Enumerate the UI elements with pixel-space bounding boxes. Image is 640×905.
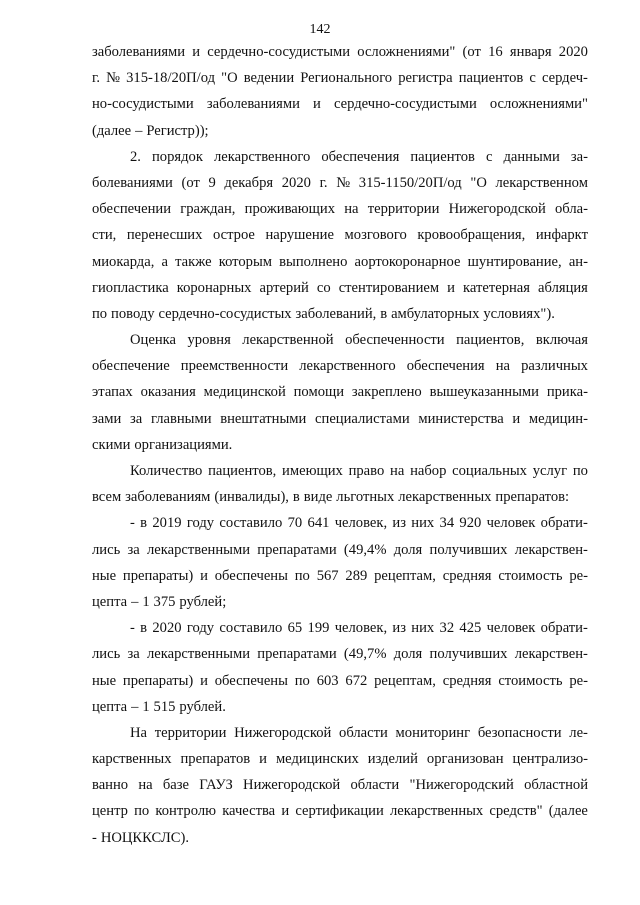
word: аортокоронарное	[354, 253, 461, 270]
word: миокарда,	[92, 253, 155, 270]
word: организован	[426, 751, 504, 768]
word: рецептам,	[374, 672, 436, 689]
word: гиопластика	[92, 279, 169, 296]
text-line	[92, 720, 588, 746]
word: ле-	[569, 724, 588, 741]
word: человек	[486, 515, 536, 532]
word: них	[411, 515, 435, 532]
word: сертификации	[295, 803, 384, 820]
text-line	[92, 772, 588, 798]
word: средняя	[442, 567, 492, 584]
word: пациентов	[458, 70, 524, 87]
word: препаратов	[180, 751, 251, 768]
word: (от	[462, 44, 481, 60]
word: с	[529, 70, 536, 87]
word: -	[130, 620, 135, 637]
text-line	[92, 641, 588, 667]
word: лекарственном	[495, 174, 588, 191]
word: 2020	[152, 620, 182, 637]
word: стентированием	[338, 279, 440, 296]
word: и	[512, 410, 521, 427]
word: также	[175, 253, 212, 270]
text-line	[92, 39, 588, 65]
word: ные	[92, 567, 117, 584]
word: артерий	[259, 279, 309, 296]
word: в	[380, 305, 388, 322]
word: человек	[486, 620, 536, 637]
text-line	[92, 249, 588, 275]
word: 9	[208, 174, 216, 191]
word: оказания	[140, 384, 196, 401]
word: Количество	[130, 463, 203, 479]
text-line	[92, 301, 588, 327]
word: получивших	[429, 541, 508, 558]
word: и	[200, 672, 208, 689]
word: имеющих	[282, 463, 343, 479]
word: 603	[316, 672, 339, 689]
word: специалистами	[315, 410, 410, 427]
word: сердечно-сосудистых	[158, 305, 292, 322]
text-line	[92, 327, 588, 353]
word: на	[390, 463, 405, 479]
text-line	[92, 65, 588, 91]
word: №	[106, 70, 121, 87]
word: по	[572, 463, 588, 479]
word: –	[131, 698, 139, 715]
word: осложнениями"	[489, 96, 588, 113]
word: на	[495, 358, 510, 375]
word: на	[138, 777, 153, 794]
word: 567	[316, 567, 339, 584]
word: территории	[154, 724, 227, 741]
word: помощи	[293, 384, 345, 401]
word: лекарствен-	[514, 646, 588, 663]
word: 32	[439, 620, 455, 637]
word: -	[130, 515, 135, 532]
word: этапах	[92, 384, 133, 401]
word: льготных	[336, 489, 395, 506]
word: (далее	[548, 803, 588, 820]
word: 2020	[281, 174, 311, 191]
word: по	[294, 567, 310, 584]
text-line	[92, 798, 588, 824]
word: 34	[439, 515, 455, 532]
word: изделий	[367, 751, 418, 768]
word: цепта	[92, 698, 128, 715]
word: в	[292, 489, 300, 506]
word: и	[200, 567, 208, 584]
word: 16	[488, 44, 503, 60]
word: 2.	[130, 148, 141, 165]
word: вышеуказанными	[429, 384, 539, 401]
text-line	[92, 353, 588, 379]
word: и	[281, 803, 290, 820]
word: 315-1150/20П/од	[358, 174, 462, 191]
word: ГАУЗ	[199, 777, 233, 794]
word: инфаркт	[535, 227, 588, 244]
word: лекарственными	[147, 541, 251, 558]
word: января	[509, 44, 552, 60]
word: за	[130, 410, 143, 427]
word: обеспечения	[321, 148, 400, 165]
word: сти,	[92, 227, 117, 244]
word: 641	[307, 515, 330, 532]
word: а	[161, 253, 168, 270]
text-line	[92, 432, 588, 458]
word: рецептам,	[374, 567, 436, 584]
word: (далее	[92, 122, 132, 139]
word: декабря	[224, 174, 274, 191]
word: (инвалиды),	[214, 489, 289, 506]
word: уровня	[187, 332, 231, 349]
word: коронарных	[176, 279, 252, 296]
word: министерства	[418, 410, 504, 427]
word: "Нижегородский	[409, 777, 514, 794]
word: г.	[92, 70, 100, 87]
page-number: 142	[309, 22, 331, 37]
word: обеспечения	[406, 358, 485, 375]
word: 199	[307, 620, 330, 637]
word: (49,4%	[343, 541, 387, 558]
word: острое	[212, 227, 255, 244]
word: в	[140, 515, 148, 532]
word: цепта	[92, 593, 128, 610]
text-line	[92, 746, 588, 772]
word: препараты)	[122, 672, 194, 689]
word: 920	[459, 515, 482, 532]
word: со	[316, 279, 331, 296]
word: ванно	[92, 777, 129, 794]
word: закреплено	[351, 384, 422, 401]
word: 1	[142, 698, 150, 715]
word: средняя	[442, 672, 492, 689]
word: –	[135, 122, 143, 139]
word: болеваниями	[92, 174, 173, 191]
text-line	[92, 379, 588, 405]
word: осложнениями"	[357, 44, 456, 60]
word: человек,	[334, 515, 388, 532]
word: виде	[303, 489, 333, 506]
word: лекарственного	[213, 148, 311, 165]
word: карственных	[92, 751, 172, 768]
word: ан-	[568, 253, 588, 270]
word: абляция	[538, 279, 588, 296]
word: стоимость	[498, 672, 563, 689]
word: и	[313, 96, 321, 113]
text-line	[92, 694, 588, 720]
word: включая	[535, 332, 588, 349]
word: 515	[153, 698, 176, 715]
word: всем	[92, 489, 122, 506]
word: Регистр));	[146, 122, 209, 139]
word: медицинских	[275, 751, 359, 768]
text-line	[92, 275, 588, 301]
word: составило	[219, 620, 283, 637]
word: –	[131, 593, 139, 610]
text-line	[92, 196, 588, 222]
word: центр	[92, 803, 128, 820]
word: лекарственного	[299, 358, 396, 375]
word: областной	[524, 777, 588, 794]
word: преемственности	[180, 358, 289, 375]
word: Оценка	[130, 332, 176, 349]
word: человек,	[334, 620, 388, 637]
text-line	[92, 537, 588, 563]
word: году	[186, 515, 215, 532]
word: "О	[470, 174, 487, 191]
word: заболеваниям	[125, 489, 211, 506]
word: заболеваниями	[92, 44, 186, 60]
word: обеспечение	[92, 358, 170, 375]
word: стоимость	[498, 567, 563, 584]
text-line	[92, 510, 588, 536]
word: лекарственных	[398, 489, 492, 506]
document-body	[92, 39, 588, 851]
word: (от	[181, 174, 200, 191]
word: условиях").	[483, 305, 555, 322]
word: лекарствен-	[514, 541, 588, 558]
word: кровообращения,	[417, 227, 526, 244]
word: с	[485, 148, 493, 165]
word: главными	[150, 410, 212, 427]
word: медицинской	[203, 384, 286, 401]
word: лекарственной	[242, 332, 334, 349]
word: Нижегородской	[234, 724, 332, 741]
word: НОЦККСЛС).	[100, 829, 190, 846]
word: и	[447, 279, 455, 296]
word: ре-	[569, 672, 588, 689]
word: скими	[92, 436, 131, 453]
word: Нижегородской	[448, 201, 546, 218]
word: составило	[219, 515, 283, 532]
word: 375	[153, 593, 176, 610]
word: за-	[570, 148, 588, 165]
word: году	[186, 620, 215, 637]
word: поводу	[111, 305, 155, 322]
word: Нижегородской	[243, 777, 341, 794]
word: базе	[162, 777, 190, 794]
text-line	[92, 91, 588, 117]
word: доля	[393, 646, 423, 663]
word: данными	[503, 148, 560, 165]
text-line	[92, 615, 588, 641]
word: заболеваний,	[295, 305, 377, 322]
word: которым	[218, 253, 272, 270]
word: №	[336, 174, 351, 191]
word: сердеч-	[541, 70, 588, 87]
word: (49,7%	[343, 646, 387, 663]
word: проживающих	[244, 201, 336, 218]
text-line	[92, 484, 588, 510]
word: зами	[92, 410, 122, 427]
word: 2020	[558, 44, 588, 60]
word: 70	[287, 515, 303, 532]
word: лекарственных	[389, 803, 484, 820]
text-line	[92, 563, 588, 589]
word: ные	[92, 672, 117, 689]
word: право	[348, 463, 385, 479]
text-line	[92, 458, 588, 484]
word: области	[339, 724, 388, 741]
word: социальных	[452, 463, 527, 479]
word: организациями.	[134, 436, 233, 453]
word: мониторинг	[395, 724, 471, 741]
word: рублей;	[179, 593, 227, 610]
word: контролю	[155, 803, 217, 820]
word: катетерная	[463, 279, 530, 296]
word: заболеваниями	[206, 96, 300, 113]
word: 315-18/20П/од	[126, 70, 216, 87]
text-line	[92, 118, 588, 144]
word: -	[92, 829, 97, 846]
word: по	[92, 305, 108, 322]
word: обеспечены	[214, 672, 288, 689]
word: безопасности	[477, 724, 562, 741]
text-line	[92, 222, 588, 248]
word: из	[392, 515, 406, 532]
word: лись	[92, 541, 121, 558]
text-line	[92, 825, 588, 851]
word: 425	[459, 620, 482, 637]
word: г.	[319, 174, 328, 191]
word: 65	[287, 620, 303, 637]
word: Регионального	[300, 70, 393, 87]
word: 2019	[152, 515, 182, 532]
word: внештатными	[220, 410, 307, 427]
word: области	[350, 777, 400, 794]
text-line	[92, 170, 588, 196]
text-line	[92, 589, 588, 615]
word: лись	[92, 646, 121, 663]
word: препаратов:	[495, 489, 570, 506]
word: порядок	[151, 148, 203, 165]
word: сердечно-сосудистыми	[207, 44, 351, 60]
word: амбулаторных	[391, 305, 480, 322]
word: доля	[393, 541, 423, 558]
word: выполнено	[279, 253, 348, 270]
word: обеспечены	[214, 567, 288, 584]
word: и	[259, 751, 267, 768]
word: перенесших	[126, 227, 203, 244]
word: централизо-	[512, 751, 588, 768]
word: граждан,	[180, 201, 236, 218]
word: препаратами	[257, 646, 337, 663]
word: обеспеченности	[345, 332, 445, 349]
word: качества	[222, 803, 276, 820]
word: мозгового	[344, 227, 407, 244]
word: по	[294, 672, 310, 689]
word: различных	[521, 358, 588, 375]
word: рублей.	[179, 698, 226, 715]
word: них	[411, 620, 435, 637]
word: в	[140, 620, 148, 637]
word: обрати-	[540, 620, 588, 637]
word: территории	[367, 201, 440, 218]
word: за	[127, 541, 140, 558]
word: обеспечении	[92, 201, 172, 218]
word: получивших	[429, 646, 508, 663]
word: пациентов	[410, 148, 475, 165]
word: 1	[142, 593, 150, 610]
word: пациентов,	[456, 332, 525, 349]
word: обла-	[554, 201, 588, 218]
word: обрати-	[540, 515, 588, 532]
word: нарушение	[265, 227, 334, 244]
word: прика-	[546, 384, 588, 401]
word: 289	[345, 567, 368, 584]
word: 672	[345, 672, 368, 689]
word: из	[392, 620, 406, 637]
word: шунтирование,	[467, 253, 562, 270]
word: На	[130, 724, 148, 741]
word: регистра	[398, 70, 453, 87]
word: сердечно-сосудистыми	[333, 96, 477, 113]
word: "О	[221, 70, 238, 87]
text-line	[92, 406, 588, 432]
word: препаратами	[257, 541, 337, 558]
word: но-сосудистыми	[92, 96, 194, 113]
word: препараты)	[122, 567, 194, 584]
word: лекарственными	[147, 646, 251, 663]
word: за	[127, 646, 140, 663]
word: и	[192, 44, 201, 60]
word: медицин-	[528, 410, 588, 427]
word: ре-	[569, 567, 588, 584]
word: пациентов,	[208, 463, 277, 479]
word: набор	[410, 463, 447, 479]
word: по	[134, 803, 150, 820]
text-line	[92, 668, 588, 694]
word: средств"	[489, 803, 543, 820]
word: услуг	[532, 463, 568, 479]
word: на	[344, 201, 359, 218]
text-line	[92, 144, 588, 170]
word: ведении	[243, 70, 295, 87]
